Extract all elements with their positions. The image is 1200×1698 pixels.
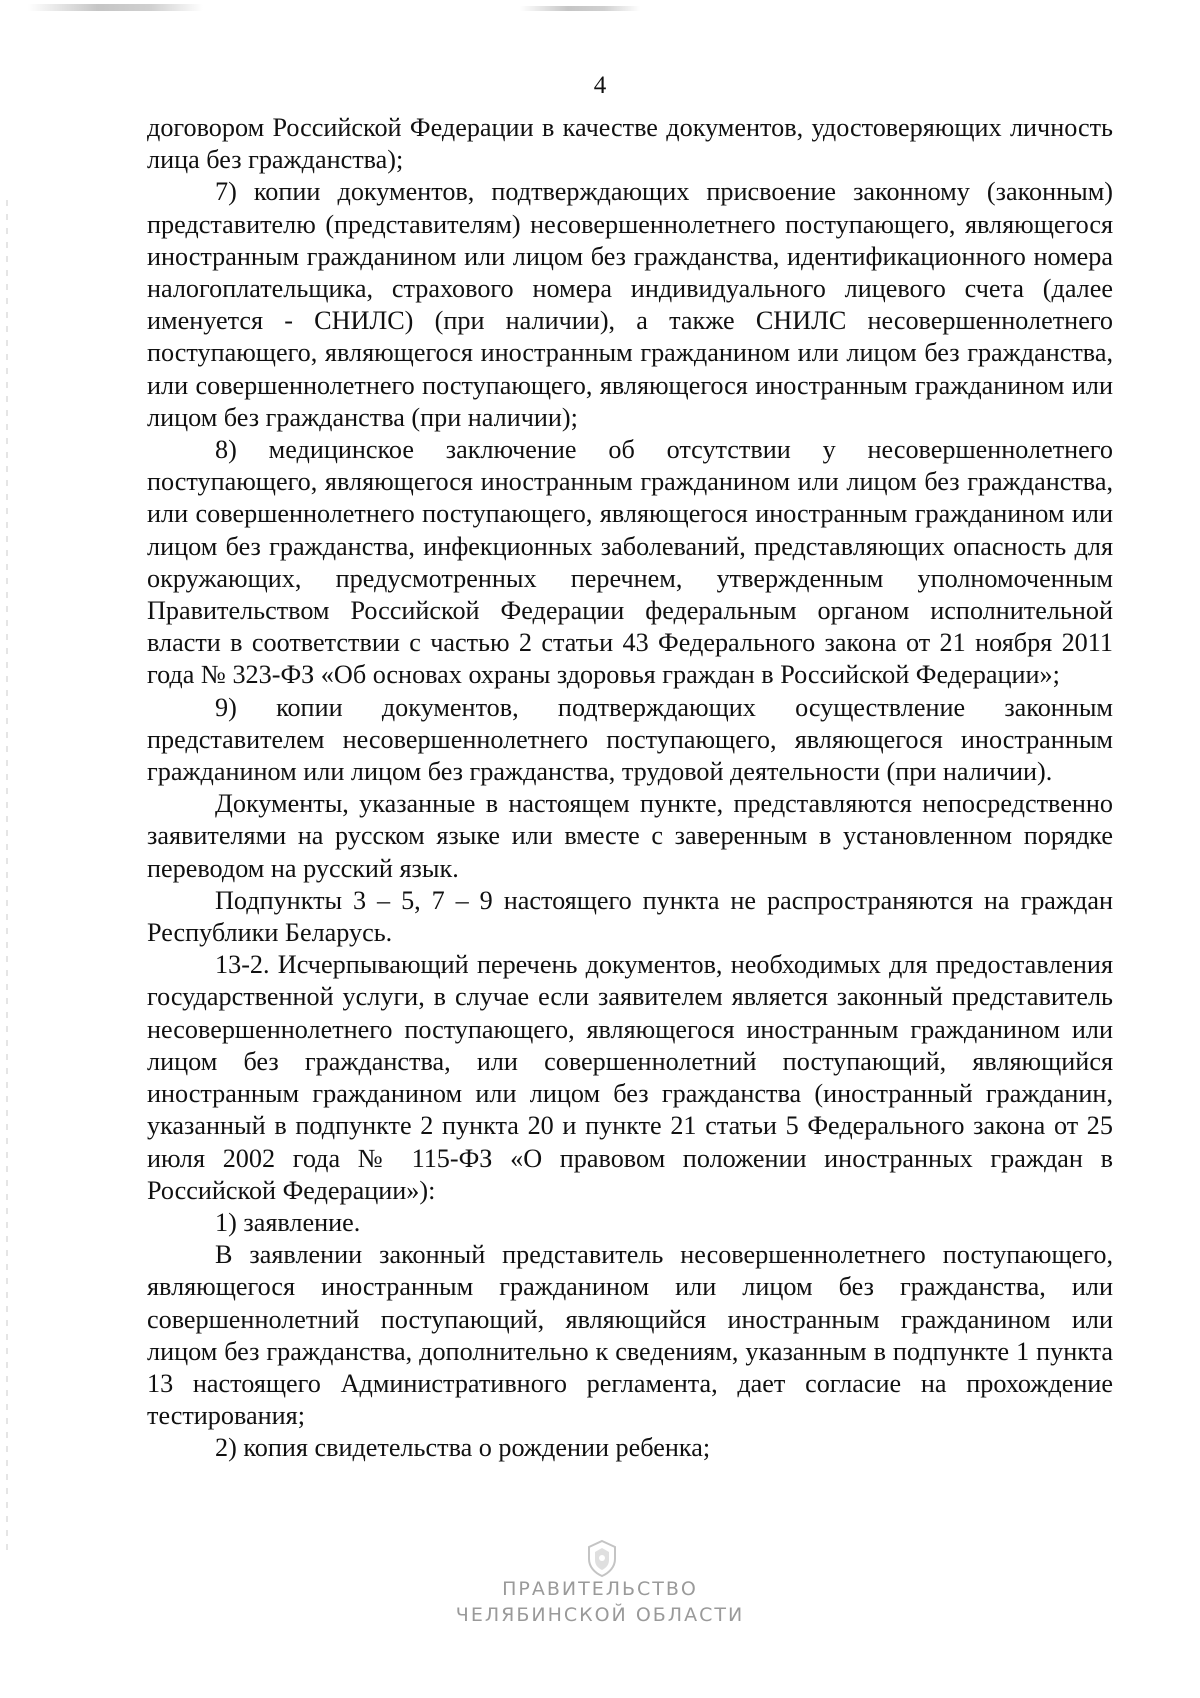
- scan-artifact: [520, 6, 640, 11]
- paragraph: Подпункты 3 – 5, 7 – 9 настоящего пункта не распространяются на граждан Республики Беларусь.: [147, 885, 1113, 948]
- scan-artifact: [28, 4, 203, 11]
- document-body: [147, 112, 1113, 1465]
- coat-of-arms-seal-icon: [582, 1538, 622, 1578]
- paragraph: Документы, указанные в настоящем пункте, представляются непосредственно заявителями на русском языке или вместе с заверенным в установленном порядке переводом на русский язык.: [147, 789, 1113, 883]
- paragraph: 2) копия свидетельства о рождении ребенка;: [215, 1433, 711, 1463]
- paragraph: 1) заявление.: [215, 1207, 361, 1237]
- scan-edge-artifact: [6, 200, 8, 1550]
- paragraph: 9) копии документов, подтверждающих осуществление законным представителем несовершеннолетнего поступающего, являющегося иностранным гражданином или лицом без гражданства, трудовой деятельности (при наличии).: [147, 692, 1113, 787]
- paragraph: 7) копии документов, подтверждающих присвоение законному (законным) представителю (представителям) несовершеннолетнего поступающего, являющегося иностранным гражданином или лицом без гражданства, идентификационного номера налогоплательщика, страхового номера индивидуального лицевого счета (далее именуется - СНИЛС) (при наличии), а также СНИЛС несовершеннолетнего поступающего, являющегося иностранным гражданином или лицом без гражданства, или совершеннолетнего поступающего, являющегося иностранным гражданином или лицом без гражданства (при наличии);: [147, 177, 1113, 432]
- paragraph: договором Российской Федерации в качестве документов, удостоверяющих личность лица без гражданства);: [147, 113, 1113, 175]
- page-number: 4: [593, 72, 607, 99]
- paragraph: 13-2. Исчерпывающий перечень документов, необходимых для предоставления государственной услуги, в случае если заявителем является законный представитель несовершеннолетнего поступающего, являющегося иностранным гражданином или лицом без гражданства, или совершеннолетний поступающий, являющийся иностранным гражданином или лицом без гражданства (иностранный гражданин, указанный в подпункте 2 пункта 20 и пункте 21 статьи 5 Федерального закона от 25 июля 2002 года № 115-ФЗ «О правовом положении иностранных граждан в Российской Федерации»):: [147, 950, 1113, 1205]
- stamp-line-2: ЧЕЛЯБИНСКОЙ ОБЛАСТИ: [455, 1604, 745, 1626]
- paragraph: В заявлении законный представитель несовершеннолетнего поступающего, являющегося иностранным гражданином или лицом без гражданства, или совершеннолетний поступающий, являющийся иностранным гражданином или лицом без гражданства, дополнительно к сведениям, указанным в подпункте 1 пункта 13 настоящего Административного регламента, дает согласие на прохождение тестирования;: [147, 1240, 1113, 1431]
- paragraph: 8) медицинское заключение об отсутствии у несовершеннолетнего поступающего, являющегося иностранным гражданином или лицом без гражданства, или совершеннолетнего поступающего, являющегося иностранным гражданином или лицом без гражданства, инфекционных заболеваний, представляющих опасность для окружающих, предусмотренных перечнем, утвержденным уполномоченным Правительством Российской Федерации федеральным органом исполнительной власти в соответствии с частью 2 статьи 43 Федерального закона от 21 ноября 2011 года № 323-ФЗ «Об основах охраны здоровья граждан в Российской Федерации»;: [147, 435, 1113, 690]
- stamp-line-1: ПРАВИТЕЛЬСТВО: [502, 1578, 698, 1600]
